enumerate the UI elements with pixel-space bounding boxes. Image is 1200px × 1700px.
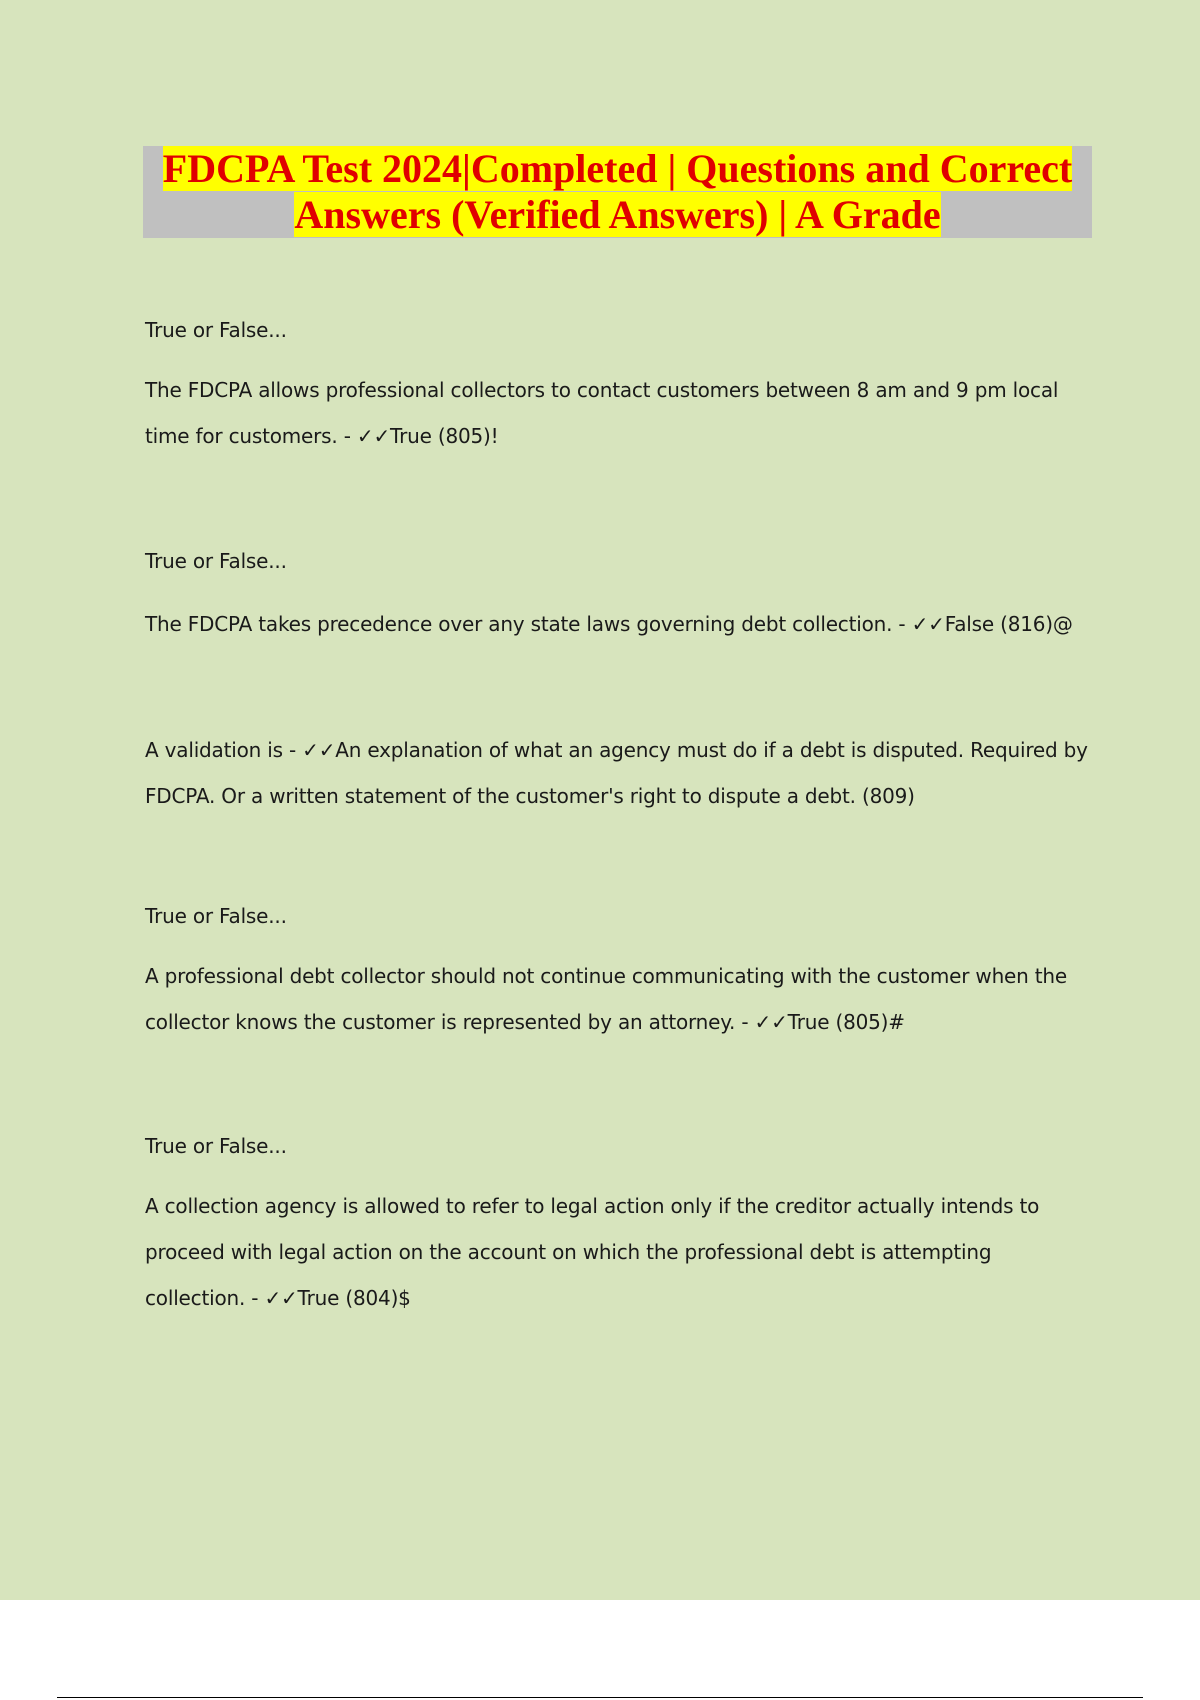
question-1-text: The FDCPA allows professional collectors to contact customers between 8 am and 9 pm local time for customers. - ✓✓True (805)! [145,378,1059,448]
title-box [143,146,1092,238]
title-line-1: FDCPA Test 2024|Completed | Questions and Correct [162,146,1073,191]
document-title [163,146,1072,237]
question-5-text: A collection agency is allowed to refer to legal action only if the creditor actually intends to proceed with legal action on the account on which the professional debt is attempting collection. - ✓✓True (804)$ [145,1194,1040,1310]
question-4-text: A professional debt collector should not continue communicating with the customer when the collector knows the customer is represented by an attorney. - ✓✓True (805)# [145,964,1068,1034]
question-3-text: A validation is - ✓✓An explanation of what an agency must do if a debt is disputed. Required by FDCPA. Or a written statement of the customer's right to dispute a debt. (809) [145,738,1088,808]
question-4-prompt: True or False... [145,904,287,928]
question-5-prompt: True or False... [145,1134,287,1158]
question-1-prompt: True or False... [145,318,287,342]
footer-rule [57,1697,1143,1698]
question-2-prompt: True or False... [145,549,287,573]
title-line-2: Answers (Verified Answers) | A Grade [294,192,941,237]
question-2-text: The FDCPA takes precedence over any state laws governing debt collection. - ✓✓False (816)@ [145,612,1073,636]
